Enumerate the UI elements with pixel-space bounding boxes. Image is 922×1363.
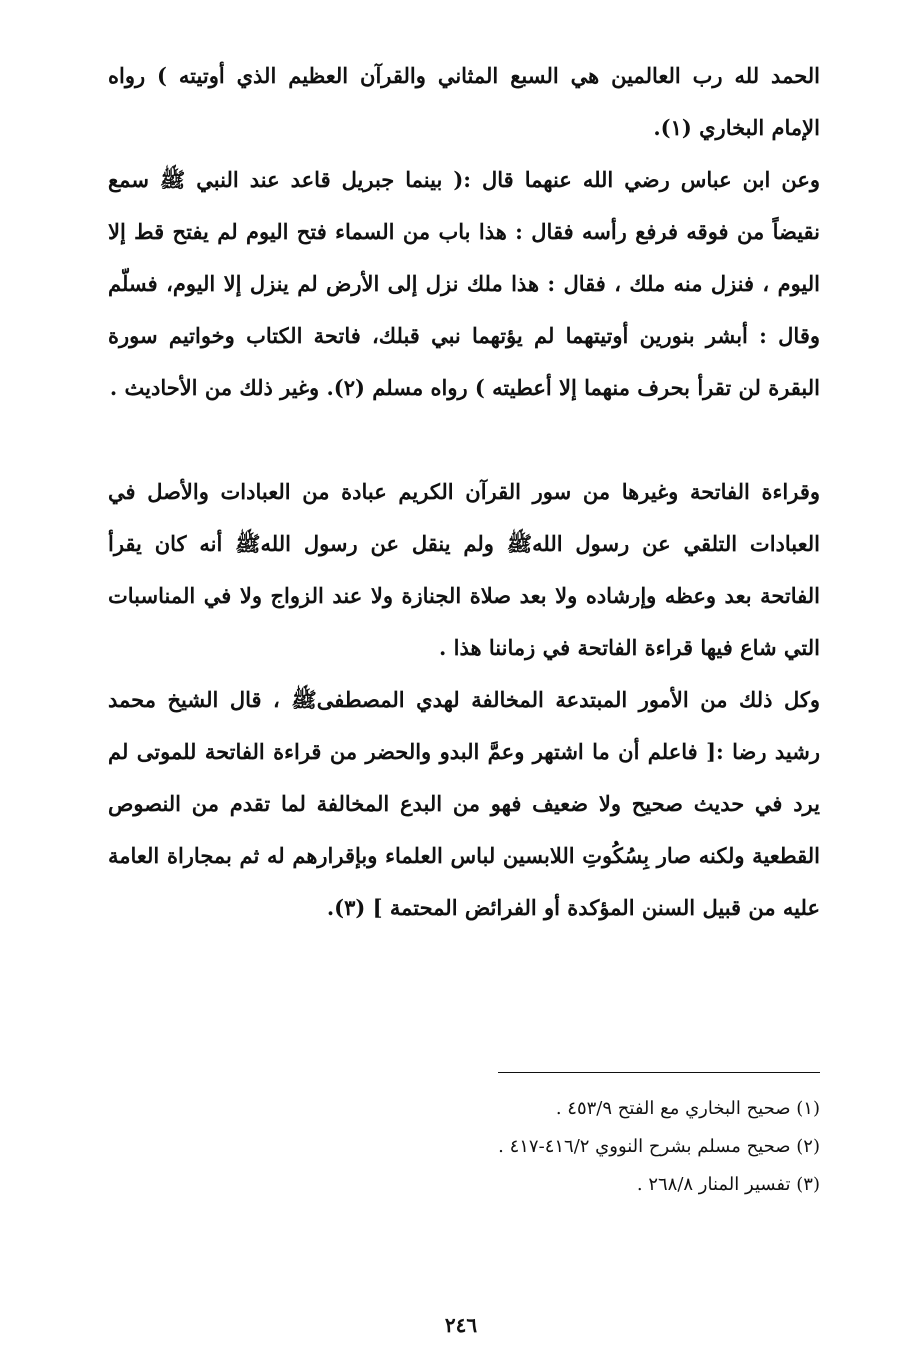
paragraph-reading-fatiha: وقراءة الفاتحة وغيرها من سور القرآن الكريم عبادة من العبادات والأصل في العبادات التلقي عن رسول اللهﷺ ولم ينقل عن رسول اللهﷺ أنه كان يقرأ الفاتحة بعد وعظه وإرشاده ولا بعد صلاة الجنازة ولا عند الزواج ولا في المناسبات التي شاع فيها قراءة الفاتحة في زماننا هذا . (108, 479, 820, 660)
paragraph-hadith-ending: الحمد لله رب العالمين هي السبع المثاني والقرآن العظيم الذي أوتيته ) رواه الإمام البخاري (١). (108, 63, 820, 140)
page-number: ٢٤٦ (444, 1313, 478, 1337)
footnotes-list (108, 1090, 820, 1204)
paragraph-ibn-abbas-hadith: وعن ابن عباس رضي الله عنهما قال :( بينما جبريل قاعد عند النبي ﷺ سمع نقيضاً من فوقه فرفع رأسه فقال : هذا باب من السماء فتح اليوم لم يفتح قط إلا اليوم ، فنزل منه ملك ، فقال : هذا ملك نزل إلى الأرض لم ينزل إلا اليوم، فسلّم وقال : أبشر بنورين أوتيتهما لم يؤتهما نبي قبلك، فاتحة الكتاب وخواتيم سورة البقرة لن تقرأ بحرف منهما إلا أعطيته ) رواه مسلم (٢). وغير ذلك من الأحاديث . (108, 167, 820, 400)
footnote-item: (٣) تفسير المنار ٢٦٨/٨ . (636, 1174, 820, 1195)
footnote-separator (498, 1072, 820, 1073)
paragraph-rashid-rida-quote: وكل ذلك من الأمور المبتدعة المخالفة لهدي المصطفىﷺ ، قال الشيخ محمد رشيد رضا :[ فاعلم أن ما اشتهر وعمَّ البدو والحضر من قراءة الفاتحة للموتى لم يرد في حديث صحيح ولا ضعيف فهو من البدع المخالفة لما تقدم من النصوص القطعية ولكنه صار بِسُكُوتِ اللابسين لباس العلماء وبإقرارهم له ثم بمجاراة العامة عليه من قبيل السنن المؤكدة أو الفرائض المحتمة ] (٣). (108, 687, 820, 920)
footnote-item: (٢) صحيح مسلم بشرح النووي ٤١٦/٢-٤١٧ . (498, 1136, 820, 1157)
footnote-item: (١) صحيح البخاري مع الفتح ٤٥٣/٩ . (555, 1098, 820, 1119)
